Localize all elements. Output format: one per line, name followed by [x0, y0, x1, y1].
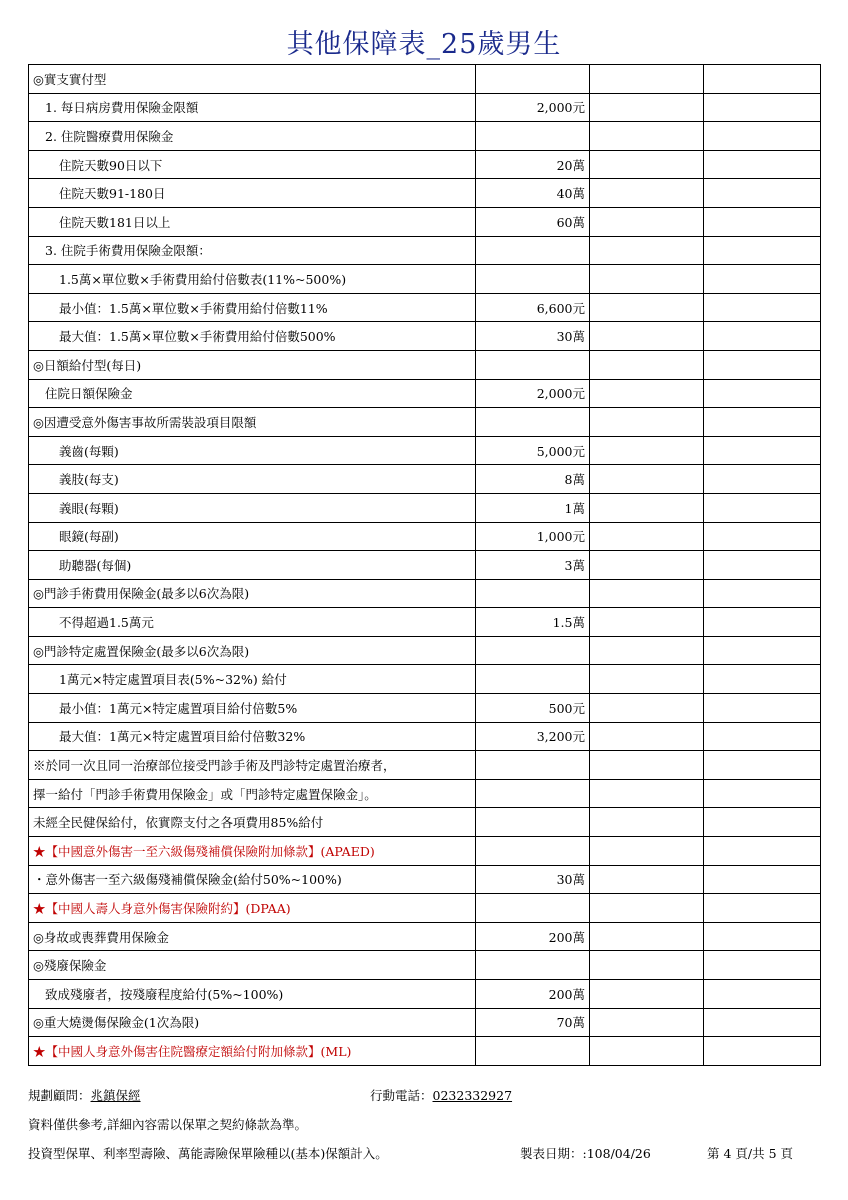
table-row: [29, 93, 821, 122]
empty-cell: [704, 751, 821, 780]
row-label: [29, 722, 476, 751]
row-label: [29, 350, 476, 379]
row-label-text: 住院日額保險金: [45, 386, 133, 402]
empty-cell: [590, 951, 704, 980]
row-label: [29, 522, 476, 551]
empty-cell: [590, 980, 704, 1009]
row-value: [476, 837, 590, 866]
empty-cell: [590, 179, 704, 208]
empty-cell: [704, 379, 821, 408]
empty-cell: [704, 894, 821, 923]
row-label-text: 最小值：1.5萬×單位數×手術費用給付倍數11%: [59, 300, 328, 316]
row-label-text: 助聽器(每個): [59, 557, 132, 573]
empty-cell: [590, 751, 704, 780]
page-number: 第 4 頁/共 5 頁: [707, 1146, 794, 1161]
row-value: 1,000元: [476, 522, 590, 551]
table-row: [29, 751, 821, 780]
row-value: 5,000元: [476, 436, 590, 465]
empty-cell: [704, 579, 821, 608]
row-label-text: 最大值：1.5萬×單位數×手術費用給付倍數500%: [59, 329, 336, 345]
row-label: [29, 436, 476, 465]
empty-cell: [590, 379, 704, 408]
row-value: 200萬: [476, 922, 590, 951]
row-value: 1萬: [476, 493, 590, 522]
row-label: [29, 779, 476, 808]
row-label: [29, 408, 476, 437]
row-label: [29, 207, 476, 236]
empty-cell: [590, 207, 704, 236]
empty-cell: [704, 207, 821, 236]
phone-line: [370, 1086, 512, 1104]
row-label-text: ◎因遭受意外傷害事故所需裝設項目限額: [33, 414, 257, 430]
table-row: [29, 265, 821, 294]
empty-cell: [590, 122, 704, 151]
empty-cell: [704, 122, 821, 151]
empty-cell: [590, 322, 704, 351]
row-label-text: 住院天數91-180日: [59, 186, 166, 202]
empty-cell: [704, 980, 821, 1009]
row-label: [29, 894, 476, 923]
empty-cell: [704, 608, 821, 637]
empty-cell: [704, 493, 821, 522]
empty-cell: [590, 694, 704, 723]
empty-cell: [590, 465, 704, 494]
empty-cell: [590, 65, 704, 94]
row-value: [476, 65, 590, 94]
empty-cell: [704, 522, 821, 551]
row-label: [29, 636, 476, 665]
row-value: [476, 1037, 590, 1066]
table-row: [29, 694, 821, 723]
row-label: [29, 150, 476, 179]
row-value: 1.5萬: [476, 608, 590, 637]
table-row: [29, 1008, 821, 1037]
empty-cell: [590, 551, 704, 580]
star-icon: ★: [33, 901, 46, 917]
row-label: [29, 837, 476, 866]
row-label: [29, 322, 476, 351]
empty-cell: [590, 93, 704, 122]
row-value: 40萬: [476, 179, 590, 208]
row-label-text: 義眼(每顆): [59, 500, 119, 516]
row-value: 3萬: [476, 551, 590, 580]
row-label: [29, 579, 476, 608]
empty-cell: [590, 408, 704, 437]
empty-cell: [590, 636, 704, 665]
empty-cell: [590, 350, 704, 379]
row-value: 20萬: [476, 150, 590, 179]
print-date-label: 製表日期：: [520, 1146, 583, 1161]
table-row: [29, 207, 821, 236]
table-row: [29, 379, 821, 408]
row-value: [476, 408, 590, 437]
table-row: [29, 522, 821, 551]
row-label-text: 1. 每日病房費用保險金限額: [45, 100, 199, 116]
row-label: [29, 751, 476, 780]
row-label: [29, 379, 476, 408]
row-value: 70萬: [476, 1008, 590, 1037]
row-label: [29, 922, 476, 951]
empty-cell: [590, 579, 704, 608]
table-row: [29, 122, 821, 151]
empty-cell: [590, 808, 704, 837]
empty-cell: [704, 179, 821, 208]
empty-cell: [590, 436, 704, 465]
star-icon: ★: [33, 843, 46, 859]
row-label: [29, 179, 476, 208]
table-row: [29, 980, 821, 1009]
advisor-label: 規劃顧問：: [28, 1088, 91, 1103]
empty-cell: [704, 722, 821, 751]
empty-cell: [704, 636, 821, 665]
table-row: [29, 408, 821, 437]
row-label: [29, 465, 476, 494]
row-label-text: 致成殘廢者，按殘廢程度給付(5%~100%): [45, 986, 284, 1002]
row-label: [29, 665, 476, 694]
row-label-text: 【中國人壽人身意外傷害保險附約】(DPAA): [45, 901, 291, 917]
empty-cell: [704, 951, 821, 980]
star-icon: ★: [33, 1043, 46, 1059]
row-label-text: ◎日額給付型(每日): [33, 357, 142, 373]
table-row: [29, 350, 821, 379]
empty-cell: [704, 779, 821, 808]
row-value: 60萬: [476, 207, 590, 236]
row-value: [476, 894, 590, 923]
row-label: [29, 808, 476, 837]
empty-cell: [704, 236, 821, 265]
row-label: [29, 1008, 476, 1037]
row-label-text: 不得超過1.5萬元: [59, 615, 154, 631]
row-value: 3,200元: [476, 722, 590, 751]
phone-label: 行動電話：: [370, 1088, 433, 1103]
table-row: [29, 493, 821, 522]
row-value: 500元: [476, 694, 590, 723]
empty-cell: [590, 236, 704, 265]
empty-cell: [590, 779, 704, 808]
row-value: 30萬: [476, 865, 590, 894]
table-row: [29, 322, 821, 351]
row-label-text: 2. 住院醫療費用保險金: [45, 128, 174, 144]
empty-cell: [590, 265, 704, 294]
row-label: [29, 980, 476, 1009]
empty-cell: [704, 837, 821, 866]
empty-cell: [704, 350, 821, 379]
row-label: [29, 493, 476, 522]
row-label: [29, 608, 476, 637]
row-label-text: 最小值：1萬元×特定處置項目給付倍數5%: [59, 700, 298, 716]
empty-cell: [704, 150, 821, 179]
empty-cell: [590, 837, 704, 866]
row-value: [476, 779, 590, 808]
row-value: [476, 350, 590, 379]
row-value: 6,600元: [476, 293, 590, 322]
row-value: [476, 579, 590, 608]
advisor-line: [28, 1086, 141, 1104]
coverage-table: [28, 64, 821, 1066]
row-value: 2,000元: [476, 379, 590, 408]
table-row: [29, 608, 821, 637]
empty-cell: [704, 408, 821, 437]
empty-cell: [590, 150, 704, 179]
table-row: [29, 779, 821, 808]
row-label: [29, 293, 476, 322]
row-value: 2,000元: [476, 93, 590, 122]
empty-cell: [704, 65, 821, 94]
empty-cell: [704, 265, 821, 294]
row-label: [29, 951, 476, 980]
row-label: [29, 93, 476, 122]
empty-cell: [590, 608, 704, 637]
row-label-text: 眼鏡(每副): [59, 529, 119, 545]
row-label: [29, 551, 476, 580]
row-label-text: 3. 住院手術費用保險金限額：: [45, 243, 211, 259]
row-label: [29, 236, 476, 265]
empty-cell: [704, 922, 821, 951]
table-row: [29, 465, 821, 494]
row-value: 30萬: [476, 322, 590, 351]
empty-cell: [704, 665, 821, 694]
disclaimer: 資料僅供參考,詳細內容需以保單之契約條款為準。: [28, 1117, 307, 1132]
row-label-text: 住院天數90日以下: [59, 157, 163, 173]
row-label-text: ・意外傷害一至六級傷殘補償保險金(給付50%~100%): [33, 872, 342, 888]
empty-cell: [704, 551, 821, 580]
empty-cell: [590, 1008, 704, 1037]
row-label-text: 未經全民健保給付，依實際支付之各項費用85%給付: [33, 815, 324, 831]
row-label: [29, 694, 476, 723]
row-value: 8萬: [476, 465, 590, 494]
row-label-text: ◎身故或喪葬費用保險金: [33, 929, 169, 945]
row-value: [476, 951, 590, 980]
row-value: [476, 236, 590, 265]
row-value: [476, 751, 590, 780]
row-value: [476, 122, 590, 151]
empty-cell: [704, 436, 821, 465]
row-label-text: 【中國意外傷害一至六級傷殘補償保險附加條款】(APAED): [45, 843, 375, 859]
row-label: [29, 65, 476, 94]
row-value: [476, 665, 590, 694]
empty-cell: [704, 93, 821, 122]
row-label: [29, 1037, 476, 1066]
empty-cell: [704, 865, 821, 894]
table-row: [29, 1037, 821, 1066]
table-row: [29, 436, 821, 465]
empty-cell: [704, 1037, 821, 1066]
empty-cell: [590, 522, 704, 551]
table-row: [29, 293, 821, 322]
row-label-text: 擇一給付「門診手術費用保險金」或「門診特定處置保險金」。: [33, 786, 377, 802]
row-label: [29, 122, 476, 151]
table-row: [29, 665, 821, 694]
empty-cell: [704, 1008, 821, 1037]
table-row: [29, 865, 821, 894]
table-row: [29, 951, 821, 980]
empty-cell: [590, 1037, 704, 1066]
row-label-text: 住院天數181日以上: [59, 214, 171, 230]
footer-note: 投資型保單、利率型壽險、萬能壽險保單險種以(基本)保額計入。: [28, 1146, 388, 1161]
table-row: [29, 837, 821, 866]
empty-cell: [590, 665, 704, 694]
table-row: [29, 808, 821, 837]
row-value: [476, 636, 590, 665]
row-label-text: ◎實支實付型: [33, 71, 107, 87]
row-label-text: 1.5萬×單位數×手術費用給付倍數表(11%~500%): [59, 271, 347, 287]
row-label-text: 最大值：1萬元×特定處置項目給付倍數32%: [59, 729, 306, 745]
empty-cell: [590, 493, 704, 522]
empty-cell: [590, 894, 704, 923]
row-value: [476, 808, 590, 837]
row-label: [29, 265, 476, 294]
empty-cell: [704, 465, 821, 494]
row-label-text: ◎殘廢保險金: [33, 958, 107, 974]
empty-cell: [704, 808, 821, 837]
empty-cell: [704, 293, 821, 322]
table-row: [29, 236, 821, 265]
row-label-text: ◎重大燒燙傷保險金(1次為限): [33, 1015, 200, 1031]
row-label-text: ※於同一次且同一治療部位接受門診手術及門診特定處置治療者，: [33, 758, 396, 774]
empty-cell: [704, 322, 821, 351]
print-date-value: :108/04/26: [582, 1146, 651, 1161]
table-row: [29, 894, 821, 923]
table-row: [29, 65, 821, 94]
print-date: [520, 1144, 651, 1162]
empty-cell: [590, 865, 704, 894]
table-row: [29, 150, 821, 179]
advisor-name: 兆鎮保經: [90, 1088, 141, 1103]
table-row: [29, 722, 821, 751]
empty-cell: [590, 922, 704, 951]
row-label-text: ◎門診手術費用保險金(最多以6次為限): [33, 586, 250, 602]
empty-cell: [704, 694, 821, 723]
empty-cell: [590, 293, 704, 322]
table-row: [29, 179, 821, 208]
row-label-text: 義肢(每支): [59, 472, 119, 488]
empty-cell: [590, 722, 704, 751]
table-row: [29, 579, 821, 608]
table-row: [29, 551, 821, 580]
row-label-text: ◎門診特定處置保險金(最多以6次為限): [33, 643, 250, 659]
phone-number: 0232332927: [432, 1088, 513, 1103]
row-label: [29, 865, 476, 894]
row-label-text: 1萬元×特定處置項目表(5%~32%) 給付: [59, 672, 287, 688]
row-value: 200萬: [476, 980, 590, 1009]
row-label-text: 義齒(每顆): [59, 443, 119, 459]
row-label-text: 【中國人身意外傷害住院醫療定額給付附加條款】(ML): [45, 1043, 352, 1059]
table-row: [29, 922, 821, 951]
row-value: [476, 265, 590, 294]
table-row: [29, 636, 821, 665]
page-title: 其他保障表_25歲男生: [286, 29, 562, 60]
